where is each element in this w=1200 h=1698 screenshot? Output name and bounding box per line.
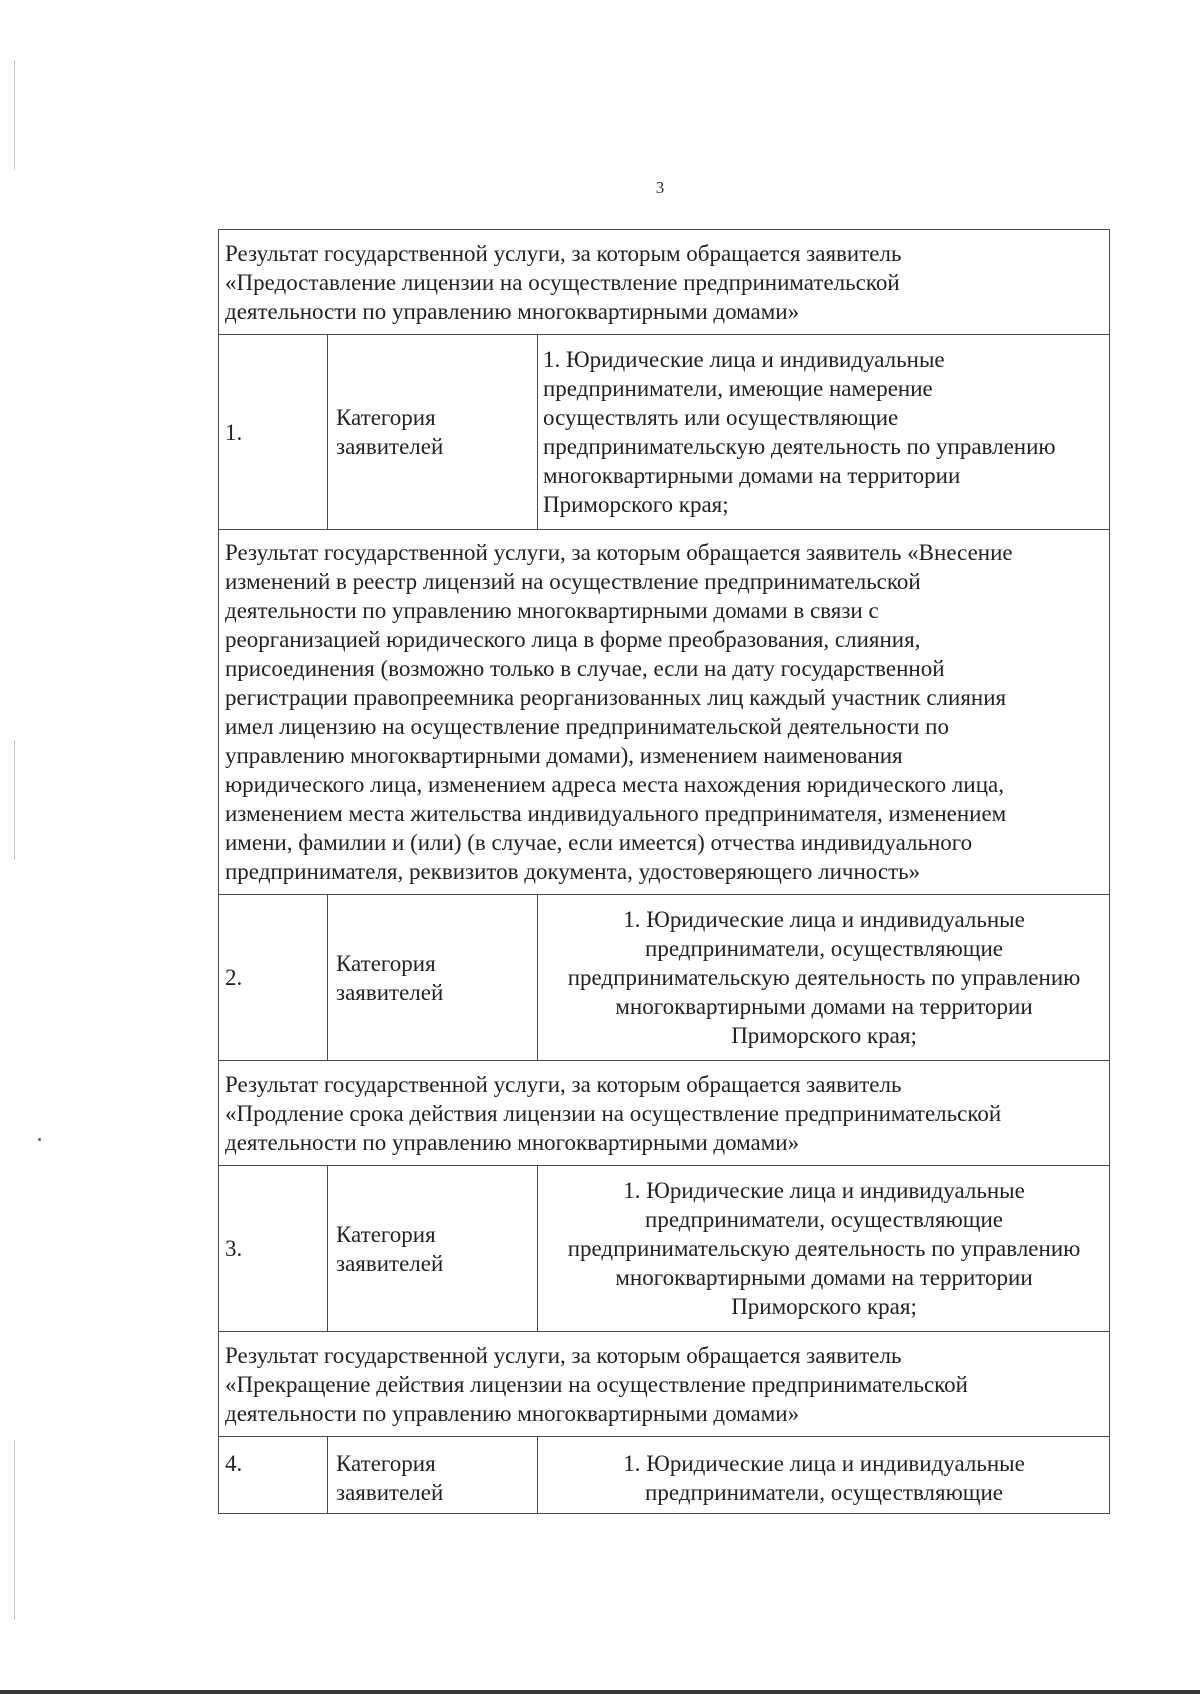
section-header-text: управлению многоквартирными домами), изменением наименования (225, 743, 903, 768)
description-text: предпринимательскую деятельность по управлению (543, 434, 1056, 459)
table-row (219, 1166, 1110, 1332)
section-header-text: деятельности по управлению многоквартирными домами в связи с (225, 598, 879, 623)
section-header-text: Результат государственной услуги, за которым обращается заявитель (225, 1342, 902, 1368)
section-header-text: деятельности по управлению многоквартирными домами» (225, 298, 800, 324)
description-text: многоквартирными домами на территории (615, 1265, 1033, 1290)
scan-edge-mark (14, 60, 15, 170)
description-text: Приморского края; (731, 1294, 917, 1319)
section-header-text: регистрации правопреемника реорганизованных лиц каждый участник слияния (225, 685, 1007, 710)
section-header-text: присоединения (возможно только в случае, если на дату государственной (225, 656, 945, 681)
category-label: Категория (336, 1451, 436, 1476)
section-header-text: изменений в реестр лицензий на осуществление предпринимательской (225, 569, 921, 594)
section-header-text: изменением места жительства индивидуального предпринимателя, изменением (225, 801, 1007, 826)
description-cell (538, 1166, 1110, 1332)
table-row (219, 335, 1110, 530)
page-number: 3 (655, 178, 665, 197)
row-number: 2. (219, 895, 328, 1061)
category-cell (328, 335, 538, 530)
section-header-row (219, 530, 1110, 895)
description-text: многоквартирными домами на территории (543, 463, 961, 488)
section-header-text: Результат государственной услуги, за которым обращается заявитель (225, 240, 902, 266)
category-label: заявителей (336, 1250, 444, 1276)
section-header-text: «Продление срока действия лицензии на осуществление предпринимательской (225, 1100, 1002, 1126)
description-cell (538, 335, 1110, 530)
description-text: предприниматели, осуществляющие (645, 936, 1003, 961)
section-header-text: «Предоставление лицензии на осуществление предпринимательской (225, 269, 900, 295)
description-cell (538, 1437, 1110, 1514)
section-header-text: деятельности по управлению многоквартирными домами» (225, 1400, 800, 1426)
description-text: Приморского края; (731, 1023, 917, 1048)
section-header-text: деятельности по управлению многоквартирными домами» (225, 1129, 800, 1155)
scan-dot (38, 1138, 41, 1141)
description-text: Приморского края; (543, 492, 729, 517)
row-number: 1. (219, 335, 328, 530)
description-text: предприниматели, осуществляющие (645, 1480, 1003, 1505)
table-row (219, 1437, 1110, 1514)
section-header-text: юридического лица, изменением адреса места нахождения юридического лица, (225, 772, 1004, 797)
row-number: 4. (219, 1437, 328, 1514)
section-header-cell (219, 230, 1110, 335)
category-label: Категория (336, 950, 436, 976)
section-header-text: имени, фамилии и (или) (в случае, если имеется) отчества индивидуального (225, 830, 973, 855)
section-header-cell (219, 530, 1110, 895)
row-number: 3. (219, 1166, 328, 1332)
category-label: Категория (336, 405, 436, 430)
description-text: предпринимательскую деятельность по управлению (567, 965, 1081, 990)
section-header-row (219, 230, 1110, 335)
table-row (219, 895, 1110, 1061)
category-label: заявителей (336, 979, 444, 1005)
category-cell (328, 1437, 538, 1514)
category-label: заявителей (336, 434, 444, 459)
section-header-cell (219, 1332, 1110, 1437)
description-text: осуществлять или осуществляющие (543, 405, 899, 430)
description-text: 1. Юридические лица и индивидуальные (623, 1178, 1025, 1203)
description-text: многоквартирными домами на территории (615, 994, 1033, 1019)
services-table (218, 229, 1110, 1514)
description-text: 1. Юридические лица и индивидуальные (623, 907, 1025, 932)
description-text: 1. Юридические лица и индивидуальные (543, 347, 945, 372)
category-label: заявителей (336, 1480, 444, 1505)
section-header-row (219, 1332, 1110, 1437)
section-header-text: реорганизацией юридического лица в форме преобразования, слияния, (225, 627, 921, 652)
description-text: 1. Юридические лица и индивидуальные (623, 1451, 1025, 1476)
description-text: предприниматели, осуществляющие (645, 1207, 1003, 1232)
description-text: предпринимательскую деятельность по управлению (567, 1236, 1081, 1261)
section-header-text: имел лицензию на осуществление предпринимательской деятельности по (225, 714, 949, 739)
scan-bottom-edge (0, 1690, 1200, 1694)
section-header-text: Результат государственной услуги, за которым обращается заявитель (225, 1071, 902, 1097)
section-header-text: предпринимателя, реквизитов документа, удостоверяющего личность» (225, 859, 921, 884)
section-header-text: Результат государственной услуги, за которым обращается заявитель «Внесение (225, 540, 1013, 565)
category-label: Категория (336, 1221, 436, 1247)
scan-edge-mark (14, 740, 15, 860)
section-header-cell (219, 1061, 1110, 1166)
section-header-row (219, 1061, 1110, 1166)
description-cell (538, 895, 1110, 1061)
category-cell (328, 895, 538, 1061)
section-header-text: «Прекращение действия лицензии на осуществление предпринимательской (225, 1371, 968, 1397)
scan-edge-mark (14, 1440, 15, 1620)
category-cell (328, 1166, 538, 1332)
description-text: предприниматели, имеющие намерение (543, 376, 933, 401)
